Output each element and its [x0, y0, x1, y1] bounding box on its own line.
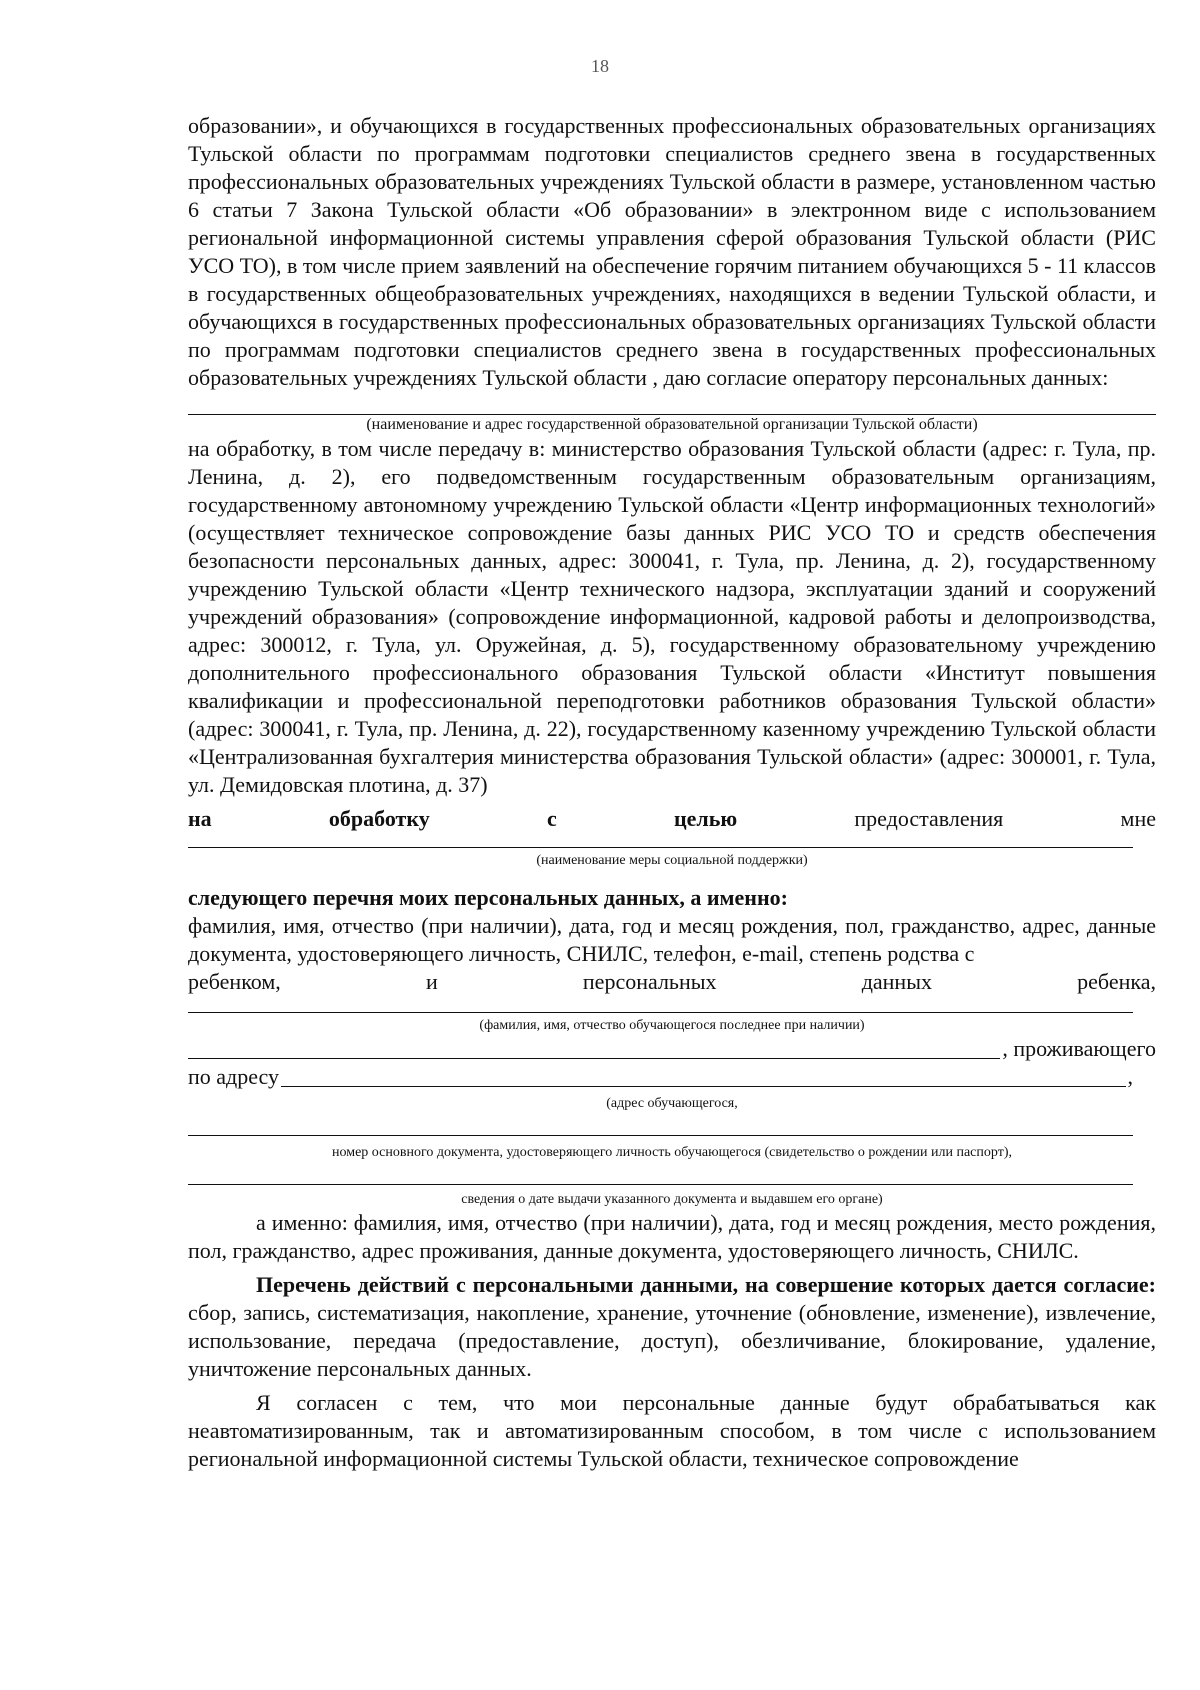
- page-number: 18: [591, 56, 609, 76]
- purpose-line: [188, 805, 1156, 833]
- caption-issue: сведения о дате выдачи указанного документа и выдавшем его органе): [461, 1192, 883, 1207]
- child-word-5: ребенка,: [1077, 969, 1156, 994]
- address-fill-line: [281, 1066, 1125, 1087]
- paragraph-recipients: на обработку, в том числе передачу в: министерство образования Тульской области (адрес: г. Тула, пр. Ленина, д. 2), его подведомственным государственным образовательным организациям, государственному автономному учреждению Тульской области «Центр информационных технологий» (осуществляет техническое сопровождение базы данных РИС УСО ТО и средств обеспечения безопасности персональных данных, адрес: 300041, г. Тула, пр. Ленина, д. 2), государственному учреждению Тульской области «Центр технического надзора, эксплуатации зданий и сооружений учреждений образования» (сопровождение информационной, кадровой работы и делопроизводства, адрес: 300012, г. Тула, ул. Оружейная, д. 5), государственному образовательному учреждению дополнительного профессионального образования Тульской области «Институт повышения квалификации и профессиональной переподготовки работников образования Тульской области» (адрес: 300041, г. Тула, пр. Ленина, д. 22), государственному казенному учреждению Тульской области «Централизованная бухгалтерия министерства образования Тульской области» (адрес: 300001, г. Тула, ул. Демидовская плотина, д. 37): [188, 436, 1156, 797]
- paragraph-actions: [188, 1271, 1156, 1383]
- actions-text: сбор, запись, систематизация, накопление, хранение, уточнение (обновление, изменение), извлечение, использование, передача (предоставление, доступ), обезличивание, блокирование, удаление, уничтожение персональных данных.: [188, 1300, 1156, 1381]
- child-line: [188, 968, 1156, 996]
- address-prefix: по адресу: [188, 1064, 280, 1089]
- residing-suffix: , проживающего: [1002, 1036, 1156, 1061]
- list-heading: следующего перечня моих персональных данных, а именно:: [188, 885, 788, 910]
- purpose-word-3: с: [546, 806, 557, 831]
- student-name-fill-line: [188, 1012, 1133, 1013]
- residing-fill-line: [188, 1038, 1000, 1059]
- caption-measure: (наименование меры социальной поддержки): [536, 853, 808, 868]
- purpose-word-5: предоставления: [854, 806, 1004, 831]
- purpose-word-2: обработку: [328, 806, 430, 831]
- issue-fill-line: [188, 1184, 1133, 1185]
- address-row: [188, 1063, 1133, 1091]
- document-body: [188, 112, 1156, 1473]
- child-word-4: данных: [861, 969, 932, 994]
- purpose-word-1: на: [188, 806, 212, 831]
- child-word-1: ребенком,: [188, 969, 281, 994]
- caption-document: номер основного документа, удостоверяющего личность обучающегося (свидетельство о рождении или паспорт),: [332, 1145, 1012, 1160]
- actions-heading: Перечень действий с персональными данными, на совершение которых дается согласие:: [256, 1272, 1156, 1297]
- paragraph-namely: а именно: фамилия, имя, отчество (при наличии), дата, год и месяц рождения, место рождения, пол, гражданство, адрес проживания, данные документа, удостоверяющего личность, СНИЛС.: [188, 1210, 1156, 1263]
- caption-student-name: (фамилия, имя, отчество обучающегося последнее при наличии): [479, 1018, 865, 1033]
- paragraph-intro: образовании», и обучающихся в государственных профессиональных образовательных организациях Тульской области по программам подготовки специалистов среднего звена в государственных профессиональных образовательных учреждениях Тульской области в размере, установленном частью 6 статьи 7 Закона Тульской области «Об образовании» в электронном виде с использованием региональной информационной системы управления сферой образования Тульской области (РИС УСО ТО), в том числе прием заявлений на обеспечение горячим питанием обучающихся 5 - 11 классов в государственных общеобразовательных учреждениях, находящихся в ведении Тульской области, и обучающихся в государственных профессиональных образовательных организациях Тульской области по программам подготовки специалистов среднего звена в государственных профессиональных образовательных учреждениях Тульской области , даю согласие оператору персональных данных:: [188, 113, 1156, 390]
- paragraph-agreement: Я согласен с тем, что мои персональные данные будут обрабатываться как неавтоматизированным, так и автоматизированным способом, в том числе с использованием региональной информационной системы Тульской области, техническое сопровождение: [188, 1390, 1156, 1471]
- paragraph-data-list: фамилия, имя, отчество (при наличии), дата, год и месяц рождения, пол, гражданство, адрес, данные документа, удостоверяющего личность, СНИЛС, телефон, e-mail, степень родства с: [188, 913, 1156, 966]
- child-word-2: и: [425, 969, 438, 994]
- address-suffix: ,: [1127, 1064, 1133, 1089]
- caption-operator: (наименование и адрес государственной образовательной организации Тульской области): [366, 416, 978, 433]
- purpose-word-4: целью: [673, 806, 738, 831]
- child-word-3: персональных: [582, 969, 717, 994]
- caption-address: (адрес обучающегося,: [606, 1096, 738, 1111]
- residing-row: [188, 1035, 1156, 1063]
- document-fill-line: [188, 1135, 1133, 1136]
- purpose-word-6: мне: [1120, 806, 1156, 831]
- measure-fill-line: [188, 847, 1133, 848]
